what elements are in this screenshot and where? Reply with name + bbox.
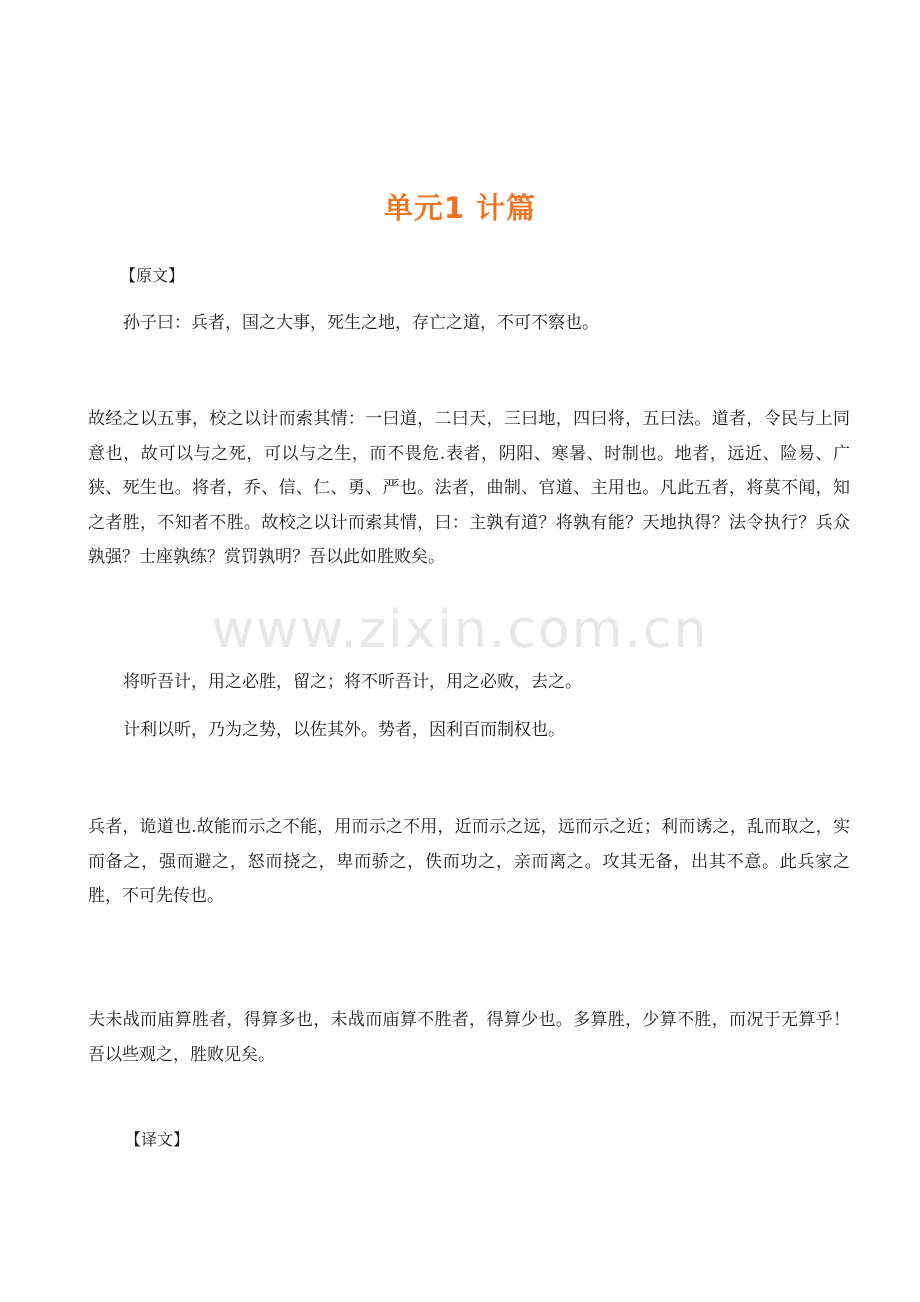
paragraph-1: 孙子曰：兵者，国之大事，死生之地，存亡之道，不可不察也。 bbox=[123, 313, 599, 333]
paragraph-4: 计利以听，乃为之势，以佐其外。势者，因利百而制权也。 bbox=[123, 720, 565, 740]
paragraph-5: 兵者，诡道也.故能而示之不能，用而示之不用，近而示之远，远而示之近；利而诱之，乱而取之，实而备之，强而避之，怒而挠之，卑而骄之，佚而功之，亲而离之。攻其无备，出其不意。此兵家之胜，不可先传也。 bbox=[88, 817, 850, 906]
section-label-translation: 【译文】 bbox=[125, 1130, 190, 1149]
page-title: 单元1 计篇 bbox=[383, 191, 537, 225]
paragraph-3: 将听吾计，用之必胜，留之；将不听吾计，用之必败，去之。 bbox=[123, 672, 582, 692]
paragraph-6: 夫未战而庙算胜者，得算多也，未战而庙算不胜者，得算少也。多算胜，少算不胜，而况于无算乎！吾以些观之，胜败见矣。 bbox=[88, 1010, 850, 1065]
watermark: www.zixin.com.cn bbox=[211, 600, 709, 660]
section-label-original: 【原文】 bbox=[120, 266, 185, 285]
paragraph-2: 故经之以五事，校之以计而索其情：一曰道，二曰天，三曰地，四曰将，五曰法。道者，令民与上同意也，故可以与之死，可以与之生，而不畏危.表者，阴阳、寒暑、时制也。地者，远近、险易、广狭、死生也。将者，乔、信、仁、勇、严也。法者，曲制、官道、主用也。凡此五者，将莫不闻，知之者胜，不知者不胜。故校之以计而索其情，曰：主孰有道？将孰有能？天地执得？法令执行？兵众孰强？士座孰练？赏罚孰明？吾以此如胜败矣。 bbox=[88, 409, 850, 567]
